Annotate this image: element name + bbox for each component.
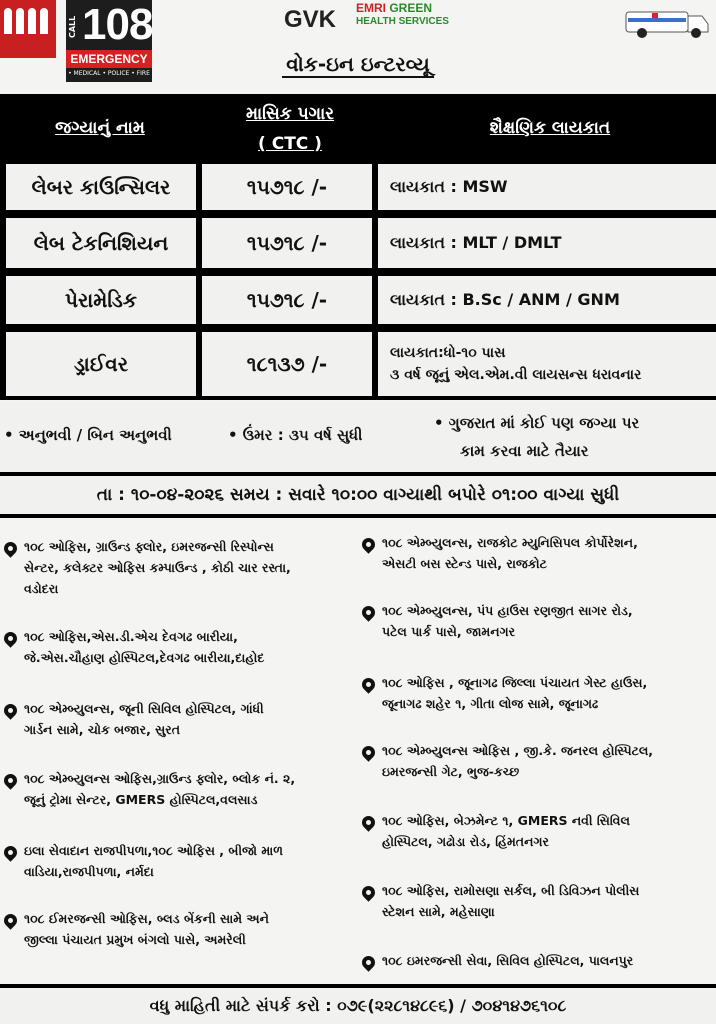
location-address-line: ૧૦૮ ઓફિસ , જૂનાગઢ જિલ્લા પંચાયત ગેસ્ટ હાઉસ, <box>382 675 648 690</box>
location-address-line: જૂનું ટ્રોમા સેન્ટર, GMERS હોસ્પિટલ,વલસાડ <box>24 792 258 807</box>
location-address-line: ઇલા સેવાદાન રાજપીપળા,૧૦૮ ઓફિસ , બીજો માળ <box>24 843 283 858</box>
experience-text: • અનુભવી / બિન અનુભવી <box>4 426 172 444</box>
emri-green-logo <box>356 2 449 28</box>
location-address <box>24 698 354 740</box>
ambulance-icon <box>622 4 712 40</box>
location-address-line: જૂનાગઢ શહેર ૧, ગીતા લોજ સામે, જૂનાગઢ <box>382 696 599 711</box>
gvk-logo-text: GVK <box>284 6 337 33</box>
location-pin-icon <box>359 813 377 831</box>
post-name: લેબ ટેકનિશિયન <box>6 218 196 268</box>
post-name: લેબર કાઉન્સિલર <box>6 164 196 210</box>
location-address <box>24 768 354 810</box>
location-address-line: ૧૦૮ ઓફિસ, રામોસણા સર્કલ, બી ડિવિઝન પોલીસ <box>382 883 640 898</box>
family-welfare-logo <box>0 0 56 58</box>
table-header <box>0 94 716 164</box>
location-pin-icon <box>1 629 19 647</box>
location-address-line: ૧૦૮ એમ્બ્યુલન્સ, રાજકોટ મ્યુનિસિપલ કોર્પોરેશન, <box>382 535 638 550</box>
qualification <box>378 332 716 396</box>
location-pin-icon <box>1 843 19 861</box>
location-address <box>24 626 354 668</box>
location-address-line: સેન્ટર, કલેક્ટર ઓફિસ કમ્પાઉન્ડ , કોઠી ચાર રસ્તા, <box>24 560 291 575</box>
location-address-line: પટેલ પાર્ક પાસે, જામનગર <box>382 624 516 639</box>
location-address-line: ઇમરજન્સી ગેટ, ભુજ-કચ્છ <box>382 764 520 779</box>
page-title: વોક-ઇન ઇન્ટરવ્યૂ <box>0 52 716 76</box>
post-name: ડ્રાઈવર <box>6 332 196 396</box>
salary: ૧૮૧૩૭ /- <box>202 332 372 396</box>
location-address <box>24 536 354 599</box>
location-address <box>24 840 354 882</box>
location-address-line: ૧૦૮ એમ્બ્યુલન્સ ઓફિસ , જી.કે. જનરલ હોસ્પિટલ, <box>382 743 654 758</box>
location-pin-icon <box>359 535 377 553</box>
qualification: લાયકાત : MLT / DMLT <box>378 218 716 268</box>
location-address <box>24 908 354 950</box>
location-address-line: વાડિયા,રાજપીપળા, નર્મદા <box>24 864 154 879</box>
interview-date-time: તા : ૧૦-૦૪-૨૦૨૬ સમય : સવારે ૧૦:૦૦ વાગ્યાથી બપોરે ૦૧:૦૦ વાગ્યા સુધી <box>0 476 716 518</box>
location-address-line: વડોદરા <box>24 581 59 596</box>
table-row <box>0 328 716 400</box>
table-row <box>0 272 716 328</box>
header-salary: માસિક પગાર <box>245 104 335 124</box>
table-row <box>0 164 716 214</box>
location-pin-icon <box>359 883 377 901</box>
location-address-line: ૧૦૮ ઇમરજન્સી સેવા, સિવિલ હોસ્પિટલ, પાલનપુર <box>382 953 634 968</box>
eligibility-info <box>0 402 716 476</box>
location-address <box>382 600 716 642</box>
location-pin-icon <box>359 953 377 971</box>
qualification: લાયકાત : B.Sc / ANM / GNM <box>378 276 716 324</box>
location-pin-icon <box>359 675 377 693</box>
age-limit-text: • ઉંમર : ૩૫ વર્ષ સુધી <box>228 426 363 444</box>
location-address-line: ૧૦૮ એમ્બ્યુલન્સ, જૂની સિવિલ હોસ્પિટલ, ગાંધી <box>24 701 264 716</box>
location-address-line: ૧૦૮ ઈમરજન્સી ઓફિસ, બ્લડ બેંકની સામે અને <box>24 911 269 926</box>
location-pin-icon <box>1 701 19 719</box>
location-address <box>382 740 716 782</box>
location-pin-icon <box>359 603 377 621</box>
contact-footer: વધુ માહિતી માટે સંપર્ક કરો : ૦૭૯(૨૨૮૧૪૮૯૬) / ૭૦૪૧૪૭૬૧૦૮ <box>0 984 716 1024</box>
logo-emergency-text: EMERGENCY <box>66 50 152 68</box>
location-address <box>382 672 716 714</box>
location-address-line: ગાર્ડન સામે, ચોક બજાર, સુરત <box>24 722 181 737</box>
location-pin-icon <box>1 539 19 557</box>
location-address-line: ૧૦૮ એમ્બ્યુલન્સ, પંપ હાઉસ રણજીત સાગર રોડ, <box>382 603 633 618</box>
gujarat-text-line2: કામ કરવા માટે તૈયાર <box>460 442 589 460</box>
location-address-line: સ્ટેશન સામે, મહેસાણા <box>382 904 495 919</box>
location-pin-icon <box>1 771 19 789</box>
location-address-line: ૧૦૮ એમ્બ્યુલન્સ ઓફિસ,ગ્રાઉન્ડ ફ્લોર, બ્લોક નં. ૨, <box>24 771 296 786</box>
location-pin-icon <box>1 911 19 929</box>
qualification-line-2: ૩ વર્ષ જૂનું એલ.એમ.વી લાયસન્સ ધરાવનાર <box>390 367 642 383</box>
qualification-line-1: લાયકાત:ધો-૧૦ પાસ <box>390 345 506 361</box>
emri-text: EMRI <box>356 1 386 15</box>
poster-header <box>0 0 716 90</box>
location-address-line: ૧૦૮ ઓફિસ,એસ.ડી.એચ દેવગઢ બારીયા, <box>24 629 238 644</box>
header-post-name: જગ્યાનું નામ <box>55 118 145 138</box>
table-row <box>0 214 716 272</box>
green-text: GREEN <box>389 1 433 15</box>
location-address-line: હોસ્પિટલ, ગઢોડા રોડ, હિંમતનગર <box>382 834 549 849</box>
location-pin-icon <box>359 743 377 761</box>
location-address-line: ૧૦૮ ઓફિસ, બેઝમેન્ટ ૧, GMERS નવી સિવિલ <box>382 813 630 828</box>
location-address-line: જે.એસ.ચૌહાણ હોસ્પિટલ,દેવગઢ બારીયા,દાહોદ <box>24 650 265 665</box>
salary: ૧૫૭૧૮ /- <box>202 218 372 268</box>
location-address-line: ૧૦૮ ઓફિસ, ગ્રાઉન્ડ ફ્લોર, ઇમરજન્સી રિસ્પોન્સ <box>24 539 274 554</box>
salary: ૧૫૭૧૮ /- <box>202 164 372 210</box>
logo-call-text: CALL <box>68 15 77 39</box>
posts-table <box>0 94 716 400</box>
logo-108-number: 108 <box>82 0 153 49</box>
location-address <box>382 880 716 922</box>
location-address <box>382 810 716 852</box>
header-qualification: શૈક્ષણિક લાયકાત <box>489 118 611 138</box>
salary: ૧૫૭૧૮ /- <box>202 276 372 324</box>
post-name: પેરામેડિક <box>6 276 196 324</box>
location-address <box>382 532 716 574</box>
logo-services-text: • MEDICAL • POLICE • FIRE <box>68 70 150 77</box>
location-address-line: એસટી બસ સ્ટેન્ડ પાસે, રાજકોટ <box>382 556 547 571</box>
location-address-line: જીલ્લા પંચાયત પ્રમુખ બંગલો પાસે, અમરેલી <box>24 932 246 947</box>
location-address <box>382 950 716 971</box>
header-ctc: ( CTC ) <box>258 134 322 154</box>
qualification: લાયકાત : MSW <box>378 164 716 210</box>
health-services-text: HEALTH SERVICES <box>356 16 449 27</box>
gujarat-text-line1: • ગુજરાત માં કોઈ પણ જગ્યા પર <box>434 414 640 432</box>
